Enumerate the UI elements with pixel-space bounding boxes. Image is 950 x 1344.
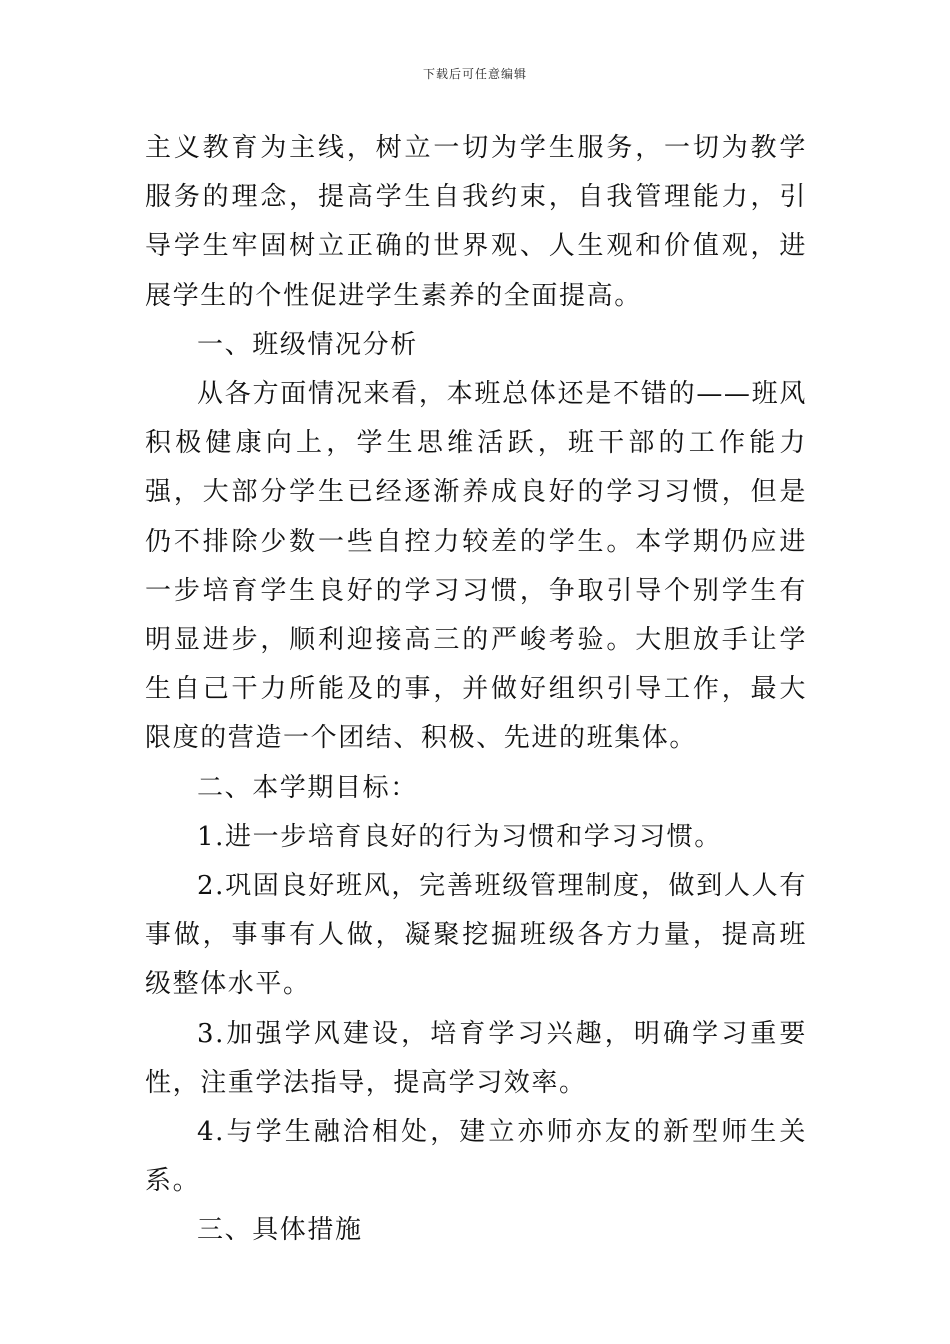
section-heading-class-analysis: 一、班级情况分析: [197, 329, 418, 360]
goal-item-4: 4.与学生融洽相处，建立亦师亦友的新型师生关系。: [145, 1117, 807, 1197]
page-header: 下载后可任意编辑: [422, 67, 527, 81]
goal-item-3: 3.加强学风建设，培育学习兴趣，明确学习重要性，注重学法指导，提高学习效率。: [145, 1018, 807, 1098]
document-body: [145, 124, 807, 1256]
goal-item-2: 2.巩固良好班风，完善班级管理制度，做到人人有事做，事事有人做，凝聚挖掘班级各方力量，提高班级整体水平。: [145, 871, 807, 1000]
goal-item-1: 1.进一步培育良好的行为习惯和学习习惯。: [197, 821, 722, 852]
paragraph-class-analysis: 从各方面情况来看，本班总体还是不错的——班风积极健康向上，学生思维活跃，班干部的工作能力强，大部分学生已经逐渐养成良好的学习习惯，但是仍不排除少数一些自控力较差的学生。本学期仍应进一步培育学生良好的学习习惯，争取引导个别学生有明显进步，顺利迎接高三的严峻考验。大胆放手让学生自己干力所能及的事，并做好组织引导工作，最大限度的营造一个团结、积极、先进的班集体。: [145, 379, 807, 754]
section-heading-specific-measures: 三、具体措施: [197, 1215, 363, 1246]
paragraph-intro-continued: 主义教育为主线，树立一切为学生服务，一切为教学服务的理念，提高学生自我约束，自我管理能力，引导学生牢固树立正确的世界观、人生观和价值观，进展学生的个性促进学生素养的全面提高。: [145, 133, 807, 311]
section-heading-semester-goals: 二、本学期目标：: [197, 772, 418, 803]
